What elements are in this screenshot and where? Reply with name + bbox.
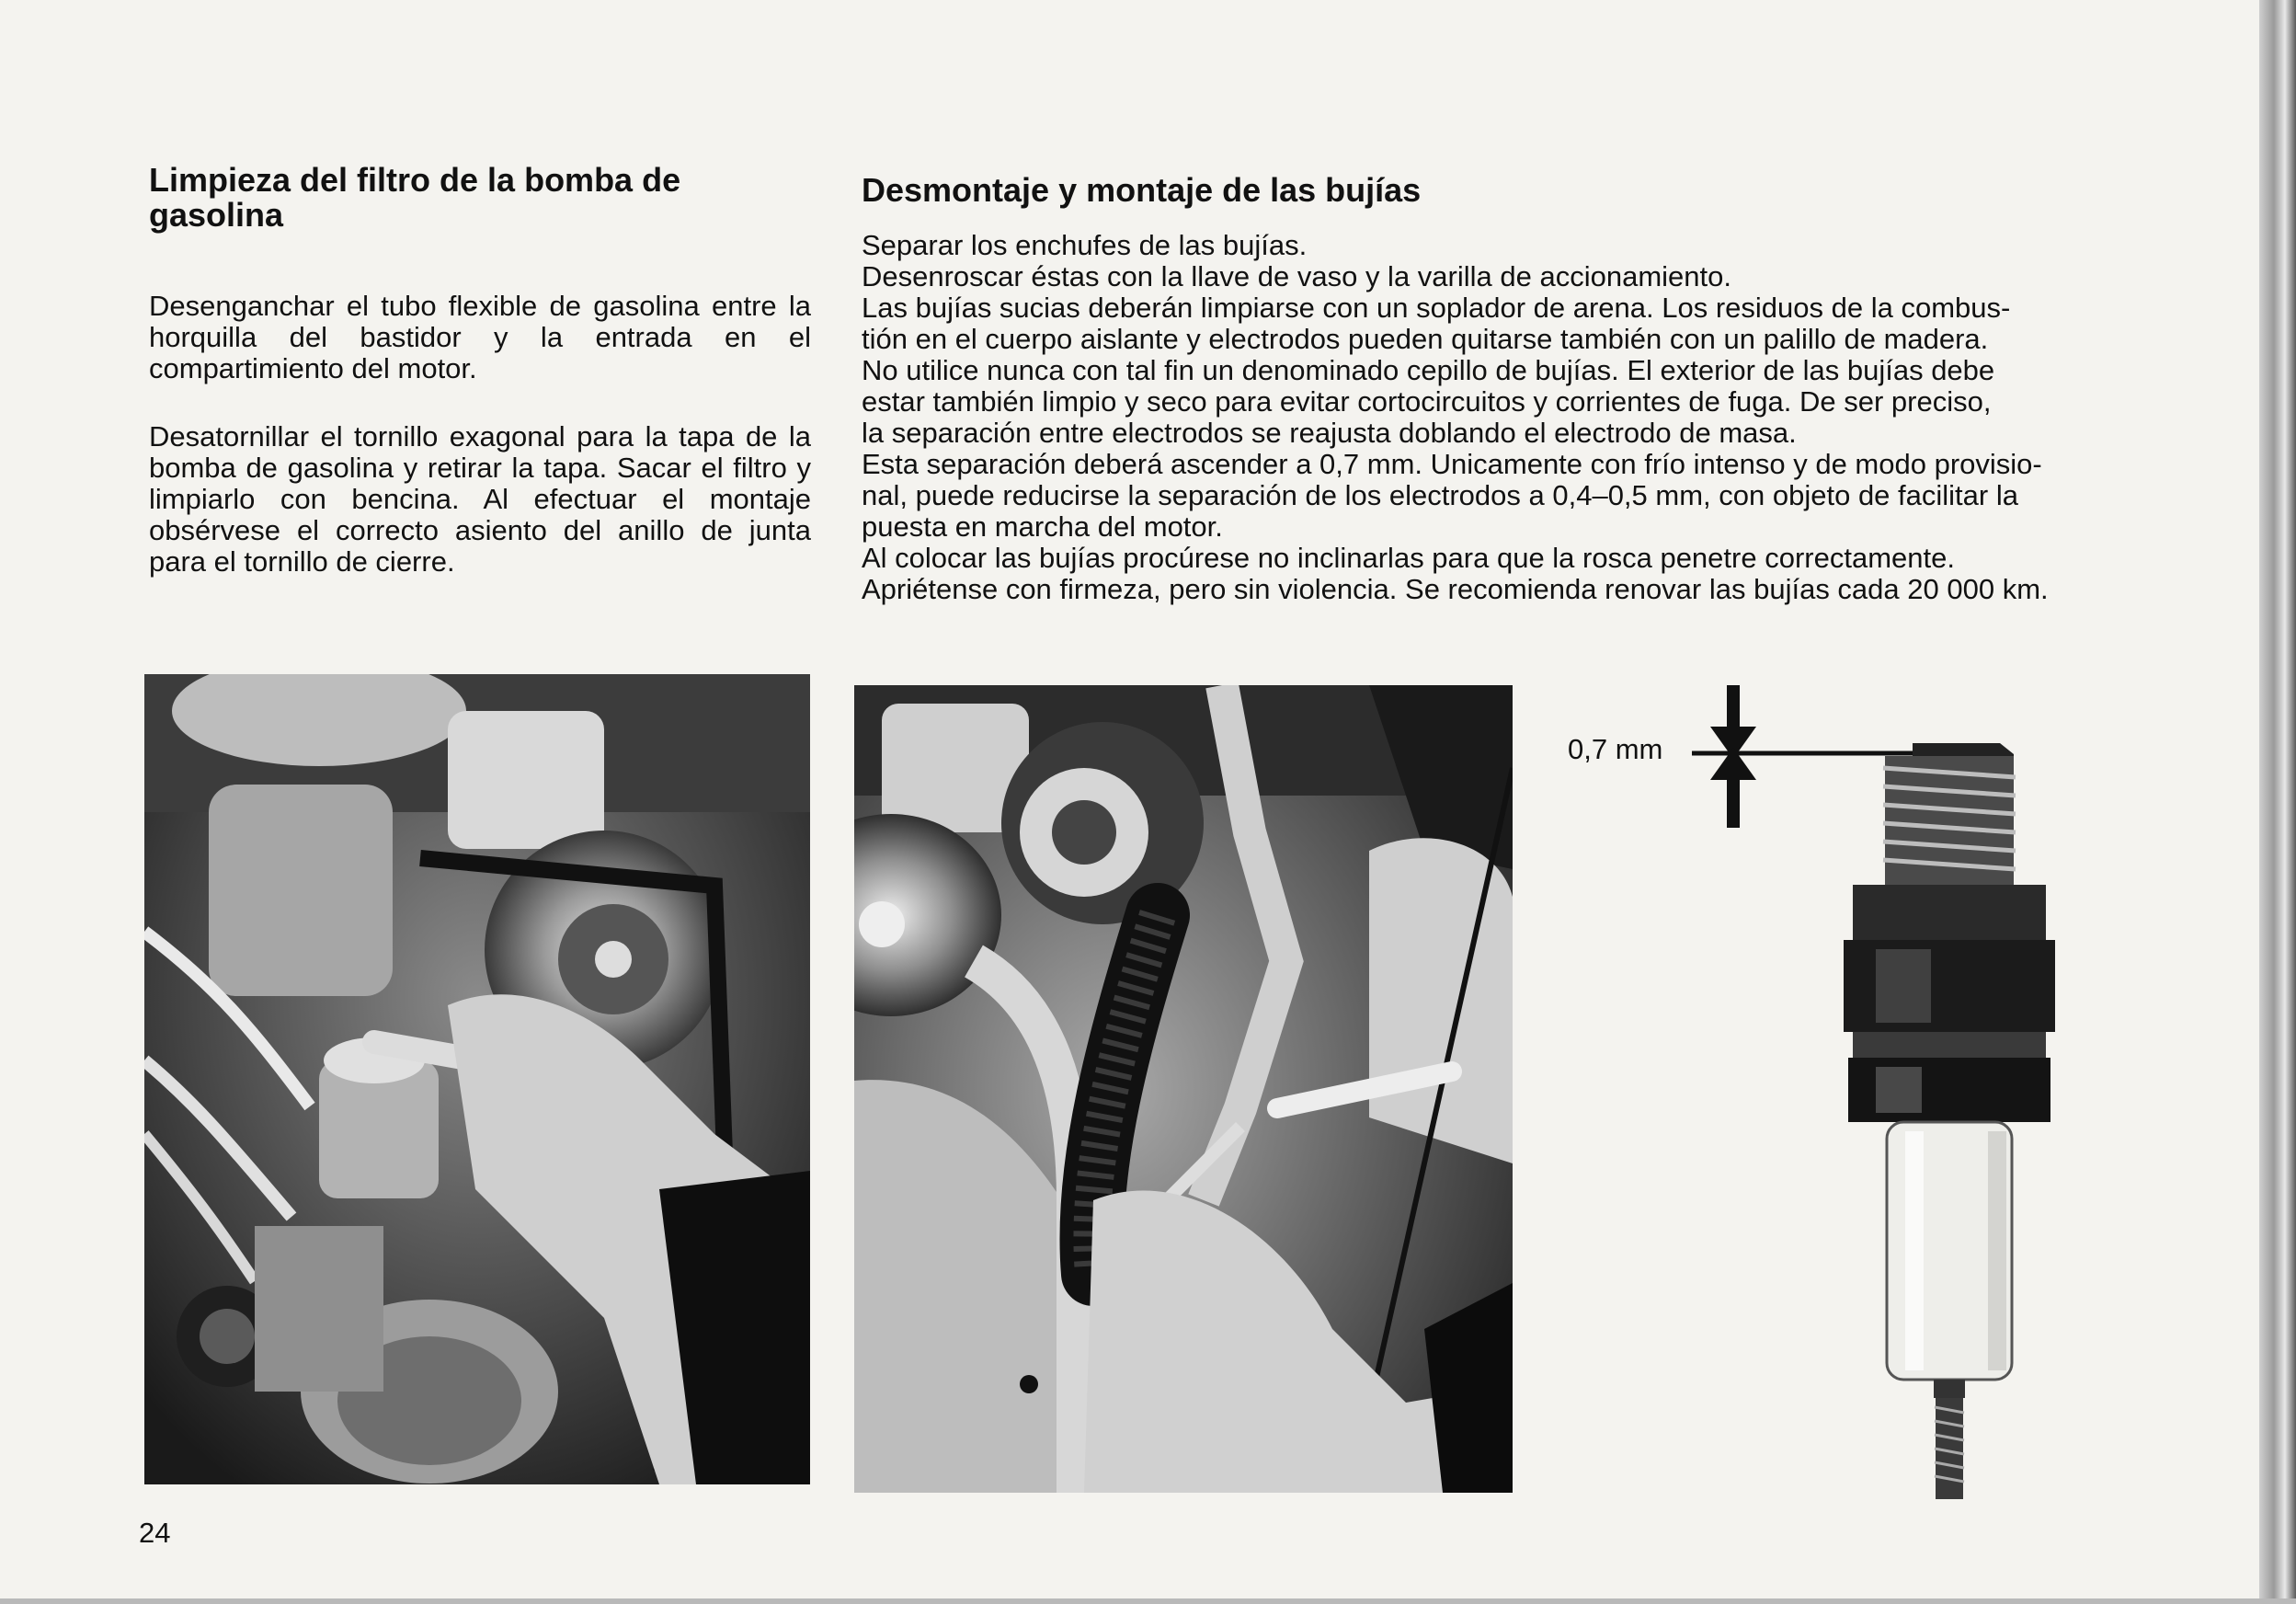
text-line: No utilice nunca con tal fin un denominado cepillo de bujías. El exterior de las bujías debe <box>862 354 1995 386</box>
text-line: Las bujías sucias deberán limpiarse con un soplador de arena. Los residuos de la combus- <box>862 292 2011 324</box>
text-line: Separar los enchufes de las bujías. <box>862 229 1308 261</box>
spark-plug-removal-photo <box>854 685 1513 1493</box>
page-edge <box>2259 0 2296 1604</box>
fuel-hose-paragraph: Desenganchar el tubo flexible de gasolina entre la horquilla del bastidor y la entrada en el compartimiento del motor. <box>149 290 811 384</box>
text-line: estar también limpio y seco para evitar cortocircuitos y corrientes de fuga. De ser preciso, <box>862 385 1992 418</box>
text-line: tión en el cuerpo aislante y electrodos pueden quitarse también con un palillo de madera. <box>862 323 1989 355</box>
fuel-pump-cover-paragraph: Desatornillar el tornillo exagonal para la tapa de la bomba de gasolina y retirar la tapa. Sacar el filtro y limpiarlo con bencina. Al efectuar el montaje obsérvese el correcto asiento del anillo de junta para el tornillo de cierre. <box>149 420 811 578</box>
page-number: 24 <box>139 1517 171 1549</box>
page-bottom-edge <box>0 1598 2296 1604</box>
text-line: Apriétense con firmeza, pero sin violencia. Se recomienda renovar las bujías cada 20 000 km. <box>862 573 2049 605</box>
gap-label: 0,7 mm <box>1568 733 1663 765</box>
text-line: Esta separación deberá ascender a 0,7 mm. Unicamente con frío intenso y de modo provisio- <box>862 448 2042 480</box>
fuel-pump-filter-heading: Limpieza del filtro de la bomba de gasolina <box>149 161 681 234</box>
fuel-pump-photo <box>144 674 810 1484</box>
text-line: nal, puede reducirse la separación de los electrodos a 0,4–0,5 mm, con objeto de facilitar la <box>862 479 2018 511</box>
spark-plug-text <box>862 230 2232 605</box>
text-line: puesta en marcha del motor. <box>862 510 1223 543</box>
text-line: Al colocar las bujías procúrese no inclinarlas para que la rosca penetre correctamente. <box>862 542 1955 574</box>
text-line: la separación entre electrodos se reajusta doblando el electrodo de masa. <box>862 417 1797 449</box>
spark-plug-diagram <box>1545 681 2096 1508</box>
spark-plug-heading: Desmontaje y montaje de las bujías <box>862 171 1422 209</box>
text-line: Desenroscar éstas con la llave de vaso y la varilla de accionamiento. <box>862 260 1731 292</box>
